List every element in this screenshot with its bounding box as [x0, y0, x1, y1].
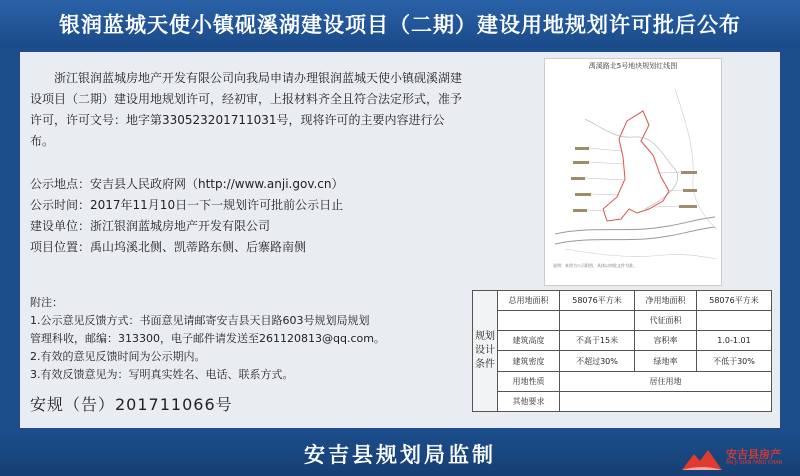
note-1b: 管理科收，邮编：313300，电子邮件请发送至261120813@qq.com。	[30, 332, 385, 345]
note-2: 2.有效的意见反馈时间为公示期内。	[30, 350, 206, 363]
table-row	[473, 291, 772, 311]
table-row	[473, 391, 772, 411]
anji-housing-logo	[680, 446, 798, 474]
table-row	[473, 371, 772, 391]
info-block	[30, 174, 470, 258]
table-cell: 不超过30%	[559, 351, 634, 371]
map-title: 禹溪路北5号地块规划红线图	[588, 62, 678, 70]
table-cell: 建筑高度	[498, 331, 560, 351]
table-cell: 建筑密度	[498, 351, 560, 371]
planning-conditions-table	[472, 290, 772, 412]
logo-text: 安吉县房产	[726, 448, 781, 461]
table-cell: 58076平方米	[696, 291, 771, 311]
permit-number: 安规（告）201711066号	[30, 395, 233, 414]
table-cell	[696, 311, 771, 331]
notes-block	[30, 294, 460, 384]
table-cell: 容积率	[634, 331, 696, 351]
table-cell: 1.0-1.01	[696, 331, 771, 351]
title-bar	[0, 0, 800, 48]
project-location: 项目位置：禹山坞溪北侧、凯蒂路东侧、后寨路南侧	[30, 240, 307, 254]
footer-text: 安吉县规划局监制	[304, 443, 496, 467]
footer-bar	[0, 430, 800, 476]
note-3: 3.有效反馈意见为：写明真实姓名、电话、联系方式。	[30, 368, 294, 381]
table-row	[473, 311, 772, 331]
site-plan-map	[544, 58, 722, 286]
table-cell: 不高于15米	[559, 331, 634, 351]
table-row	[473, 331, 772, 351]
table-cell	[559, 311, 634, 331]
notice-panel	[20, 52, 780, 428]
map-note: 说明：本图为公示附图，具体以审批文件为准。	[553, 263, 637, 268]
mountain-logo-icon	[680, 446, 724, 472]
table-cell: 代征面积	[634, 311, 696, 331]
construction-unit: 建设单位：浙江银润蓝城房地产开发有限公司	[30, 219, 271, 233]
publish-place: 公示地点：安吉县人民政府网（http://www.anji.gov.cn）	[30, 177, 344, 191]
table-cell: 不低于30%	[696, 351, 771, 371]
table-cell: 总用地面积	[498, 291, 560, 311]
table-cell: 居住用地	[559, 371, 771, 391]
notes-heading: 附注：	[30, 296, 63, 309]
page-title: 银润蓝城天使小镇砚溪湖建设项目（二期）建设用地规划许可批后公布	[59, 13, 741, 37]
table-row	[473, 351, 772, 371]
logo-subtext: AN JI XIAN FANG CHAN	[726, 460, 783, 466]
table-cell: 其他要求	[498, 391, 560, 411]
table-cell	[559, 391, 771, 411]
table-cell: 用地性质	[498, 371, 560, 391]
conditions-header: 规划设计条件	[473, 291, 498, 412]
table-cell: 58076平方米	[559, 291, 634, 311]
table-cell	[498, 311, 560, 331]
site-plan-drawing	[545, 59, 721, 285]
table-cell: 绿地率	[634, 351, 696, 371]
note-1a: 1.公示意见反馈方式：书面意见请邮寄安吉县天目路603号规划局规划	[30, 314, 370, 327]
intro-text: 浙江银润蓝城房地产开发有限公司向我局申请办理银润蓝城天使小镇砚溪湖建设项目（二期）建设用地规划许可，经初审，上报材料齐全且符合法定形式，准予许可，许可文号：地字第330523201711031号，现将许可的主要内容进行公布。	[30, 71, 463, 148]
publish-time: 公示时间：2017年11月10日一下一规划许可批前公示日止	[30, 198, 344, 212]
table-cell: 净用地面积	[634, 291, 696, 311]
